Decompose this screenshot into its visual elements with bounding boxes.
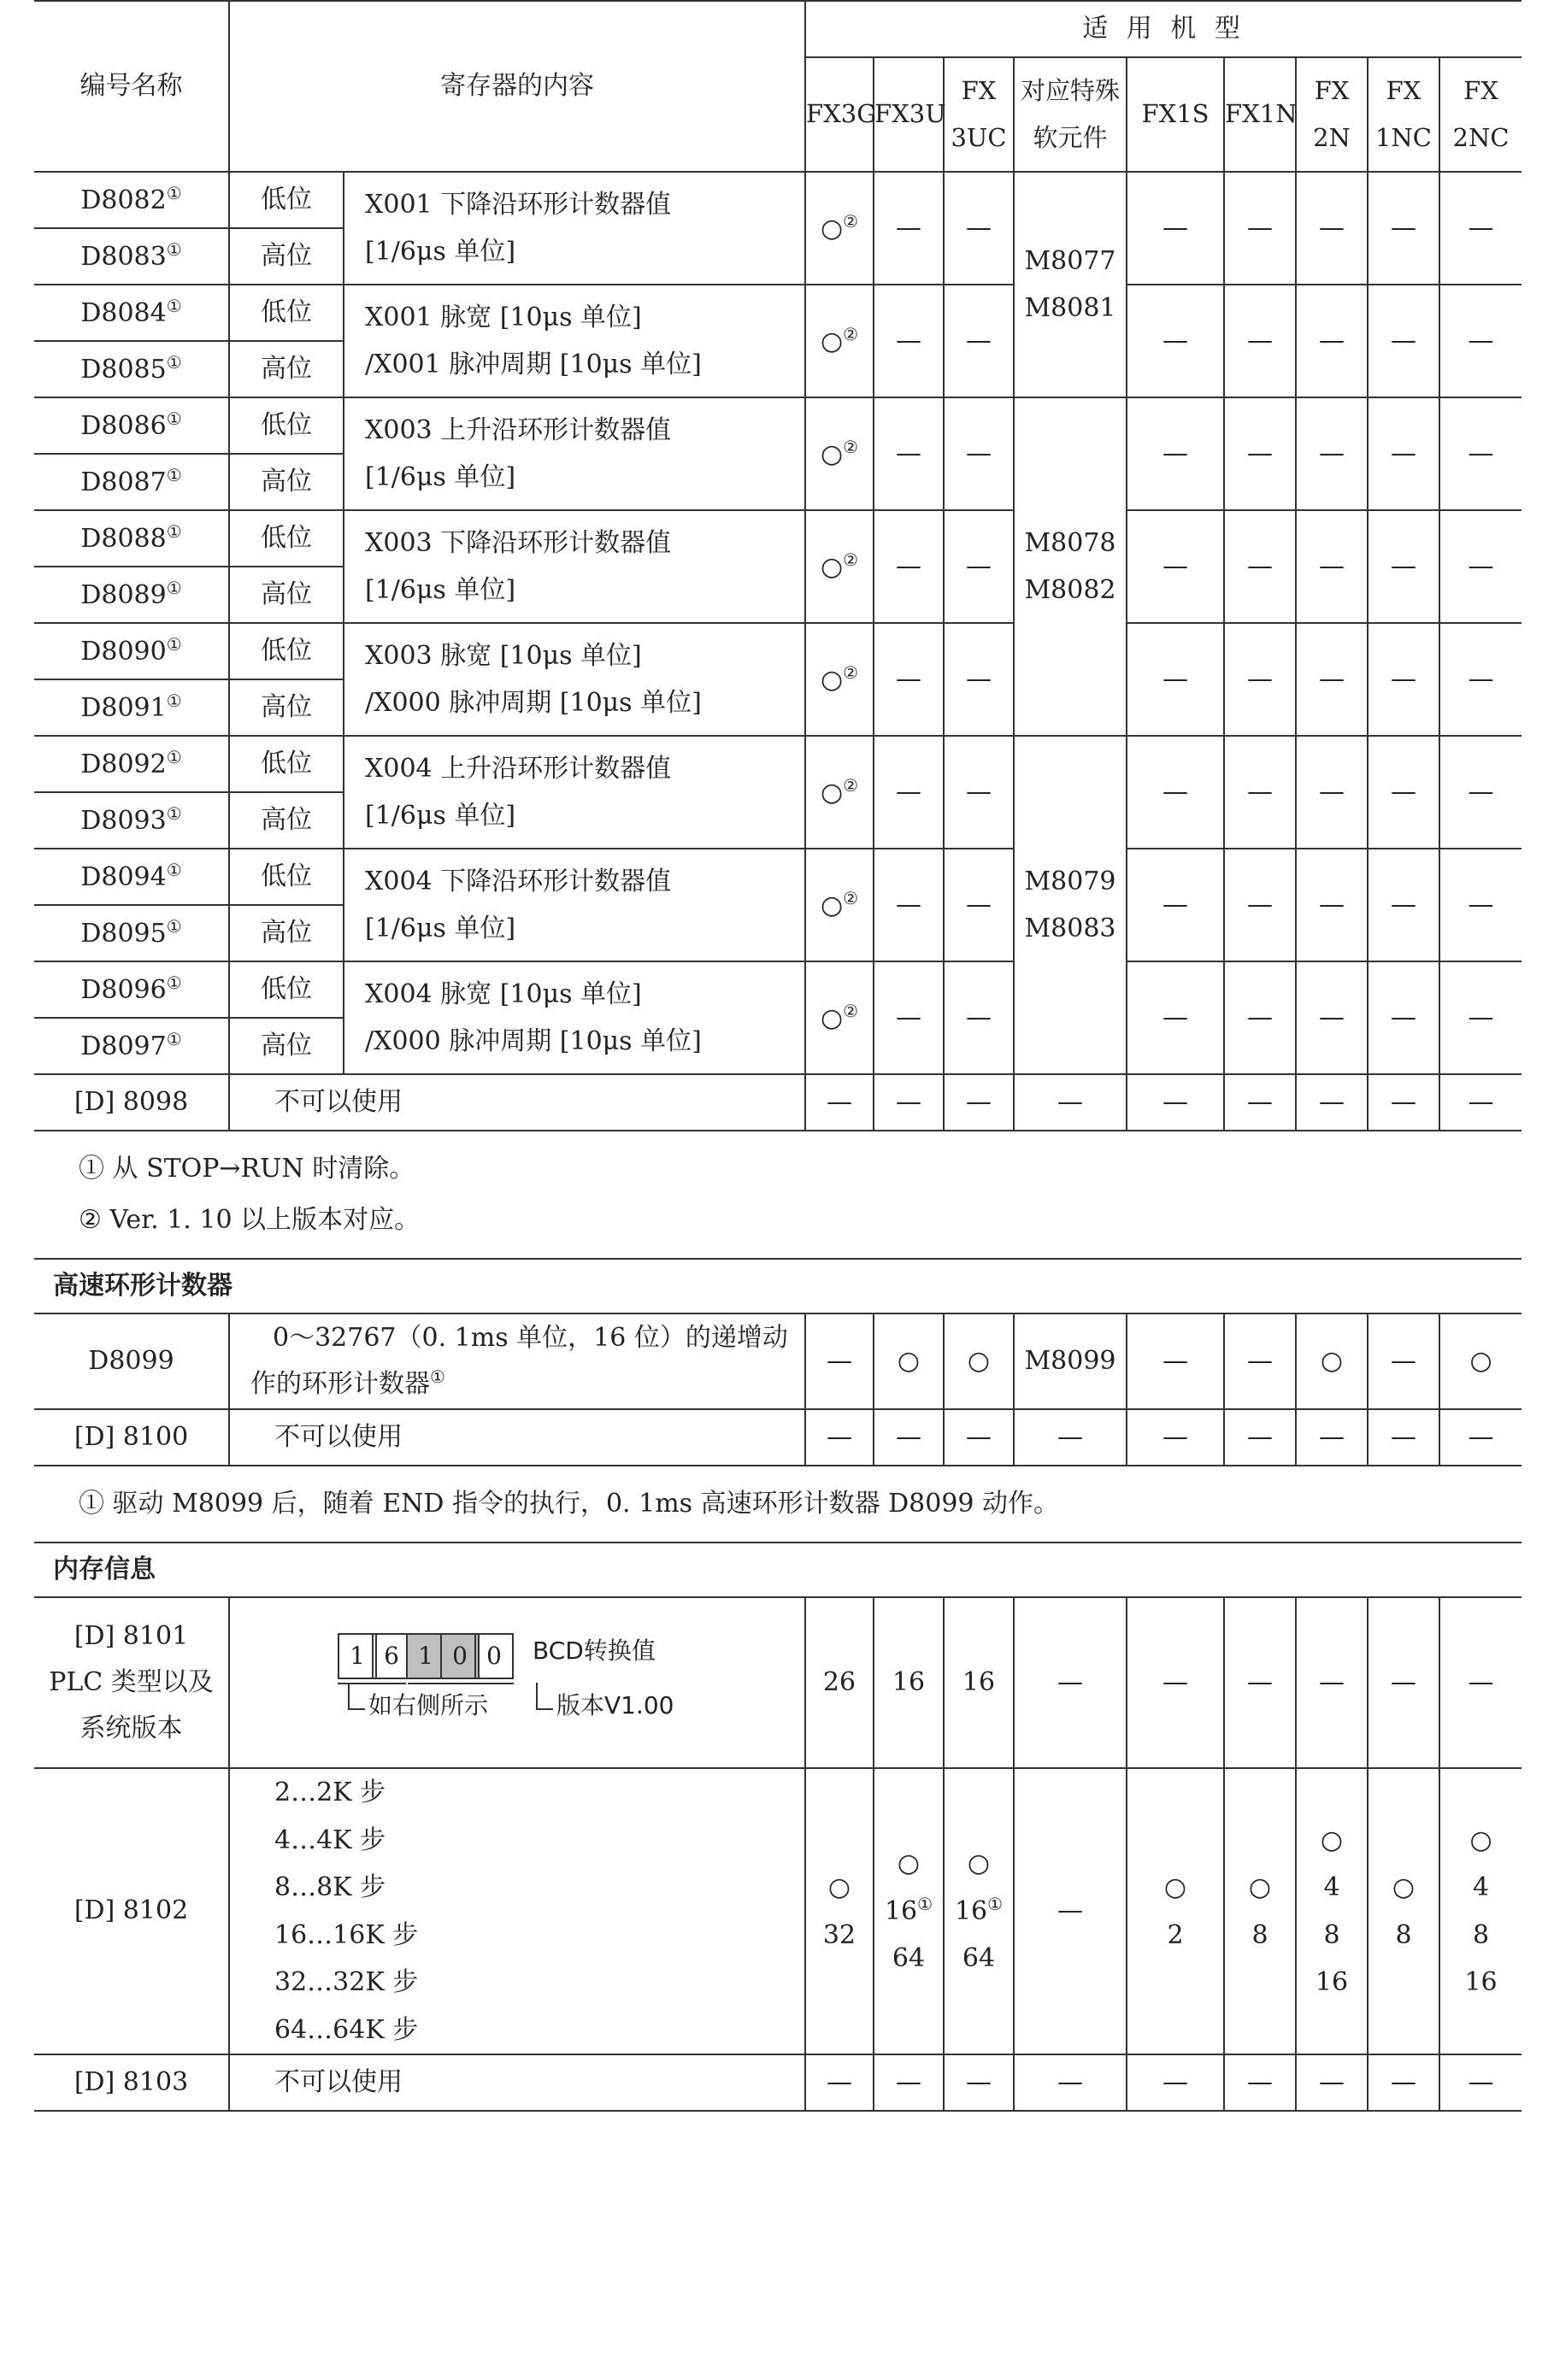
table-row	[34, 2054, 1522, 2111]
header-model-1: FX3U	[874, 57, 944, 172]
model-support-cell: —	[1224, 1074, 1296, 1131]
bcd-diagram	[338, 1626, 697, 1729]
model-support-cell: —	[1127, 2054, 1224, 2111]
fx3u-cell: —	[874, 397, 944, 510]
register-description: 不可以使用	[229, 1409, 805, 1466]
header-model-3: 对应特殊 软元件	[1014, 57, 1127, 172]
header-model-7: FX 1NC	[1368, 57, 1439, 172]
footnote-mark: ②	[843, 323, 859, 344]
register-description: X004 下降沿环形计数器值 [1/6μs 单位]	[344, 849, 805, 961]
footnote-mark: ①	[166, 802, 182, 824]
fx3u-cell: —	[874, 285, 944, 397]
model-support-cell: —	[1439, 961, 1522, 1074]
register-name: D8096①	[34, 961, 229, 1018]
low-word-label: 低位	[229, 623, 344, 679]
register-name: [D] 8100	[34, 1409, 229, 1466]
footnote-mark: ①	[166, 295, 182, 316]
model-support-cell: —	[1296, 2054, 1368, 2111]
high-word-label: 高位	[229, 792, 344, 849]
register-name: D8086①	[34, 397, 229, 454]
memory-steps: 2…2K 步 4…4K 步 8…8K 步 16…16K 步 32…32K 步 64…64K 步	[229, 1768, 805, 2054]
model-support-cell: 16	[874, 1597, 944, 1768]
table-row	[34, 1466, 1522, 1543]
special-device-cell: M8078 M8082	[1014, 397, 1127, 736]
register-description: X003 脉宽 [10μs 单位] /X000 脉冲周期 [10μs 单位]	[344, 623, 805, 736]
model-support-cell: —	[1296, 961, 1368, 1074]
register-description: X003 下降沿环形计数器值 [1/6μs 单位]	[344, 510, 805, 623]
model-support-cell: —	[805, 2054, 874, 2111]
model-support-cell: —	[1296, 397, 1368, 510]
model-support-cell: —	[1224, 285, 1296, 397]
footnote	[34, 1131, 1522, 1259]
register-name: D8095①	[34, 905, 229, 961]
table-row	[34, 1131, 1522, 1259]
table-row	[34, 397, 1522, 454]
fx3g-cell: ○②	[805, 961, 874, 1074]
register-name: [D] 8102	[34, 1768, 229, 2054]
model-support-cell: —	[1439, 1074, 1522, 1131]
model-support-cell: —	[1296, 285, 1368, 397]
model-support-cell: —	[805, 1313, 874, 1409]
footnote-mark: ①	[166, 690, 182, 711]
footnote-mark: ①	[166, 520, 182, 542]
model-support-cell: —	[1439, 736, 1522, 849]
high-word-label: 高位	[229, 905, 344, 961]
register-name: D8088①	[34, 510, 229, 567]
cell-value: 64	[962, 1943, 996, 1974]
fx2n-cell: ○ 4 8 16	[1296, 1768, 1368, 2054]
section-title: 高速环形计数器	[34, 1259, 1522, 1313]
fx3u-cell: —	[874, 849, 944, 961]
model-support-cell: —	[1439, 510, 1522, 623]
fx3uc-cell: —	[944, 397, 1014, 510]
model-support-cell: —	[1296, 510, 1368, 623]
model-support-cell: —	[1368, 1313, 1439, 1409]
model-support-cell: —	[1224, 849, 1296, 961]
footnote-mark: ②	[843, 887, 859, 908]
fx3g-cell: ○②	[805, 736, 874, 849]
model-support-cell: —	[944, 1409, 1014, 1466]
footnote-mark: ②	[843, 436, 859, 457]
special-device-cell: M8079 M8083	[1014, 736, 1127, 1074]
bcd-digit: 0	[440, 1633, 480, 1679]
register-description: X004 脉宽 [10μs 单位] /X000 脉冲周期 [10μs 单位]	[344, 961, 805, 1074]
header-model-5: FX1N	[1224, 57, 1296, 172]
model-support-cell: —	[1127, 1409, 1224, 1466]
model-support-cell: ○	[1296, 1313, 1368, 1409]
cell-value: ○ 16	[954, 1848, 991, 1926]
fx3uc-cell: —	[944, 961, 1014, 1074]
model-support-cell: —	[805, 1074, 874, 1131]
register-name: D8082①	[34, 172, 229, 228]
register-table-page	[34, 0, 1522, 2112]
model-support-cell: —	[874, 1409, 944, 1466]
section-title: 内存信息	[34, 1543, 1522, 1597]
model-support-cell: —	[1296, 1597, 1368, 1768]
low-word-label: 低位	[229, 285, 344, 341]
register-description	[229, 1313, 805, 1409]
fx3g-cell: ○②	[805, 623, 874, 736]
model-support-cell: —	[1439, 397, 1522, 510]
model-support-cell: 16	[944, 1597, 1014, 1768]
model-support-cell: ○	[944, 1313, 1014, 1409]
model-support-cell: —	[1014, 1074, 1127, 1131]
low-word-label: 低位	[229, 849, 344, 905]
footnote-mark: ①	[166, 464, 182, 485]
model-support-cell: ○	[1439, 1313, 1522, 1409]
header-model-6: FX 2N	[1296, 57, 1368, 172]
low-word-label: 低位	[229, 736, 344, 792]
bcd-note-right: 版本V1.00	[556, 1691, 674, 1720]
fx3g-cell: ○②	[805, 510, 874, 623]
model-support-cell: —	[1127, 623, 1224, 736]
header-model-2: FX 3UC	[944, 57, 1014, 172]
fx3uc-cell: —	[944, 623, 1014, 736]
footnote-mark: ①	[166, 351, 182, 373]
fx1n-cell: ○ 8	[1224, 1768, 1296, 2054]
bcd-digit: 0	[474, 1633, 514, 1679]
model-support-cell: —	[1368, 2054, 1439, 2111]
register-name: D8090①	[34, 623, 229, 679]
fx3u-cell: —	[874, 623, 944, 736]
bcd-label: BCD转换值	[533, 1637, 656, 1666]
model-support-cell: —	[1368, 961, 1439, 1074]
bcd-digit: 6	[372, 1633, 411, 1679]
register-name: D8099	[34, 1313, 229, 1409]
fx2nc-cell: ○ 4 8 16	[1439, 1768, 1522, 2054]
fx3uc-cell: —	[944, 736, 1014, 849]
model-support-cell: 26	[805, 1597, 874, 1768]
table-row	[34, 1313, 1522, 1409]
high-word-label: 高位	[229, 454, 344, 510]
special-device-cell: —	[1014, 1768, 1127, 2054]
model-support-cell: —	[1368, 397, 1439, 510]
register-name: D8093①	[34, 792, 229, 849]
register-name: D8085①	[34, 341, 229, 397]
high-word-label: 高位	[229, 341, 344, 397]
model-support-cell: —	[1439, 2054, 1522, 2111]
bcd-note-left: 如右侧所示	[368, 1691, 489, 1720]
footnote-mark: ①	[987, 1893, 1004, 1914]
fx1s-cell: ○ 2	[1127, 1768, 1224, 2054]
model-support-cell: —	[1439, 623, 1522, 736]
table-row	[34, 736, 1522, 792]
model-support-cell: —	[1127, 285, 1224, 397]
table-row	[34, 510, 1522, 567]
table-row	[34, 849, 1522, 905]
table-row	[34, 623, 1522, 679]
register-name: D8094①	[34, 849, 229, 905]
register-name: [D] 8101 PLC 类型以及 系统版本	[34, 1597, 229, 1768]
model-support-cell: —	[1368, 1597, 1439, 1768]
model-support-cell: —	[1224, 1409, 1296, 1466]
footnote-mark: ①	[917, 1893, 933, 1914]
footnote	[34, 1466, 1522, 1543]
model-support-cell: —	[1127, 961, 1224, 1074]
footnote-mark: ①	[166, 238, 182, 260]
footnote-mark: ①	[166, 408, 182, 429]
bcd-digit: 1	[338, 1633, 377, 1679]
fx3u-cell: —	[874, 172, 944, 285]
high-word-label: 高位	[229, 228, 344, 285]
table-row	[34, 961, 1522, 1018]
header-content: 寄存器的内容	[229, 1, 805, 172]
model-support-cell: —	[874, 1074, 944, 1131]
description-line: 作的环形计数器①	[250, 1366, 445, 1399]
header-model-4: FX1S	[1127, 57, 1224, 172]
header-model-8: FX 2NC	[1439, 57, 1522, 172]
footnote-mark: ①	[166, 1028, 182, 1049]
register-name: D8092①	[34, 736, 229, 792]
model-support-cell: —	[1368, 172, 1439, 285]
footnote-line: ① 从 STOP→RUN 时清除。	[79, 1154, 415, 1184]
header-models: 适 用 机 型	[805, 1, 1522, 57]
model-support-cell: —	[1439, 1597, 1522, 1768]
model-support-cell: —	[1127, 510, 1224, 623]
model-support-cell: —	[874, 2054, 944, 2111]
model-support-cell: —	[1368, 849, 1439, 961]
fx3uc-cell: —	[944, 510, 1014, 623]
model-support-cell: —	[1439, 1409, 1522, 1466]
fx3g-cell: ○②	[805, 849, 874, 961]
footnote-mark: ①	[166, 859, 182, 880]
model-support-cell: M8099	[1014, 1313, 1127, 1409]
register-description: X004 上升沿环形计数器值 [1/6μs 单位]	[344, 736, 805, 849]
model-support-cell: —	[1224, 510, 1296, 623]
register-description: 不可以使用	[229, 1074, 805, 1131]
model-support-cell: —	[1296, 849, 1368, 961]
footnote-line: ① 驱动 M8099 后，随着 END 指令的执行，0. 1ms 高速环形计数器 D8099 动作。	[79, 1489, 1060, 1519]
footnote-mark: ①	[166, 577, 182, 598]
fx3g-cell: ○②	[805, 285, 874, 397]
model-support-cell: —	[1127, 172, 1224, 285]
model-support-cell: —	[1127, 1074, 1224, 1131]
model-support-cell: —	[1439, 849, 1522, 961]
model-support-cell: —	[1224, 172, 1296, 285]
register-table	[34, 0, 1522, 2112]
model-support-cell: —	[1439, 172, 1522, 285]
table-row	[34, 1259, 1522, 1313]
model-support-cell: —	[1224, 623, 1296, 736]
model-support-cell: —	[1127, 736, 1224, 849]
model-support-cell: —	[1368, 623, 1439, 736]
footnote-mark: ②	[843, 210, 859, 232]
table-row	[34, 1074, 1522, 1131]
high-word-label: 高位	[229, 567, 344, 623]
footnote-mark: ①	[166, 972, 182, 993]
table-row	[34, 1768, 1522, 2054]
model-support-cell: —	[1014, 1597, 1127, 1768]
footnote-mark: ①	[166, 746, 182, 767]
special-device-cell: M8077 M8081	[1014, 172, 1127, 397]
model-support-cell: —	[1368, 510, 1439, 623]
footnote-mark: ①	[166, 182, 182, 203]
footnote-mark: ①	[430, 1366, 445, 1387]
fx3u-cell: —	[874, 736, 944, 849]
table-row	[34, 285, 1522, 341]
model-support-cell: —	[1224, 1597, 1296, 1768]
fx3u-cell	[874, 1768, 944, 2054]
register-description: X003 上升沿环形计数器值 [1/6μs 单位]	[344, 397, 805, 510]
fx3uc-cell: —	[944, 849, 1014, 961]
fx3uc-cell: —	[944, 285, 1014, 397]
register-name: D8091①	[34, 679, 229, 736]
model-support-cell: —	[1224, 397, 1296, 510]
model-support-cell: —	[1296, 1409, 1368, 1466]
header-name: 编号名称	[34, 1, 229, 172]
model-support-cell: —	[1296, 736, 1368, 849]
footnote-mark: ①	[166, 633, 182, 655]
fx3g-cell: ○ 32	[805, 1768, 874, 2054]
fx3g-cell: ○②	[805, 397, 874, 510]
register-name: [D] 8103	[34, 2054, 229, 2111]
high-word-label: 高位	[229, 1018, 344, 1074]
footnote-mark: ②	[843, 774, 859, 796]
model-support-cell: —	[1296, 1074, 1368, 1131]
table-row	[34, 1597, 1522, 1768]
footnote-mark: ①	[166, 915, 182, 937]
fx3uc-cell: —	[944, 172, 1014, 285]
register-name: D8097①	[34, 1018, 229, 1074]
model-support-cell: —	[1014, 1409, 1127, 1466]
low-word-label: 低位	[229, 961, 344, 1018]
fx3u-cell: —	[874, 961, 944, 1074]
fx1nc-cell: ○ 8	[1368, 1768, 1439, 2054]
model-support-cell: —	[805, 1409, 874, 1466]
cell-value: 64	[892, 1943, 926, 1974]
model-support-cell: —	[1224, 1313, 1296, 1409]
cell-value: ○ 16	[884, 1848, 921, 1926]
fx3uc-cell	[944, 1768, 1014, 2054]
register-name: D8084①	[34, 285, 229, 341]
register-name: D8087①	[34, 454, 229, 510]
footnote-mark: ②	[843, 549, 859, 570]
register-description: X001 下降沿环形计数器值 [1/6μs 单位]	[344, 172, 805, 285]
bcd-digit: 1	[406, 1633, 445, 1679]
low-word-label: 低位	[229, 397, 344, 454]
high-word-label: 高位	[229, 679, 344, 736]
low-word-label: 低位	[229, 172, 344, 228]
model-support-cell: ○	[874, 1313, 944, 1409]
model-support-cell: —	[1368, 1074, 1439, 1131]
model-support-cell: —	[1224, 736, 1296, 849]
table-row	[34, 1409, 1522, 1466]
fx3g-cell: ○②	[805, 172, 874, 285]
low-word-label: 低位	[229, 510, 344, 567]
register-name: D8089①	[34, 567, 229, 623]
model-support-cell: —	[1368, 736, 1439, 849]
bcd-diagram-cell	[229, 1597, 805, 1768]
model-support-cell: —	[1014, 2054, 1127, 2111]
header-model-0: FX3G	[805, 57, 874, 172]
model-support-cell: —	[1127, 1597, 1224, 1768]
model-support-cell: —	[1127, 849, 1224, 961]
register-description: X001 脉宽 [10μs 单位] /X001 脉冲周期 [10μs 单位]	[344, 285, 805, 397]
model-support-cell: —	[1368, 1409, 1439, 1466]
table-row	[34, 172, 1522, 228]
model-support-cell: —	[1127, 397, 1224, 510]
model-support-cell: —	[1296, 172, 1368, 285]
register-name: D8083①	[34, 228, 229, 285]
description-line: 0～32767（0. 1ms 单位，16 位）的递增动	[273, 1323, 788, 1353]
model-support-cell: —	[1368, 285, 1439, 397]
footnote-mark: ②	[843, 1000, 859, 1021]
model-support-cell: —	[1224, 961, 1296, 1074]
fx3u-cell: —	[874, 510, 944, 623]
model-support-cell: —	[1127, 1313, 1224, 1409]
model-support-cell: —	[1439, 285, 1522, 397]
model-support-cell: —	[1296, 623, 1368, 736]
footnote-line: ② Ver. 1. 10 以上版本对应。	[79, 1205, 421, 1235]
model-support-cell: —	[944, 2054, 1014, 2111]
register-description: 不可以使用	[229, 2054, 805, 2111]
table-row	[34, 1543, 1522, 1597]
model-support-cell: —	[1224, 2054, 1296, 2111]
register-name: [D] 8098	[34, 1074, 229, 1131]
footnote-mark: ②	[843, 661, 859, 683]
model-support-cell: —	[944, 1074, 1014, 1131]
